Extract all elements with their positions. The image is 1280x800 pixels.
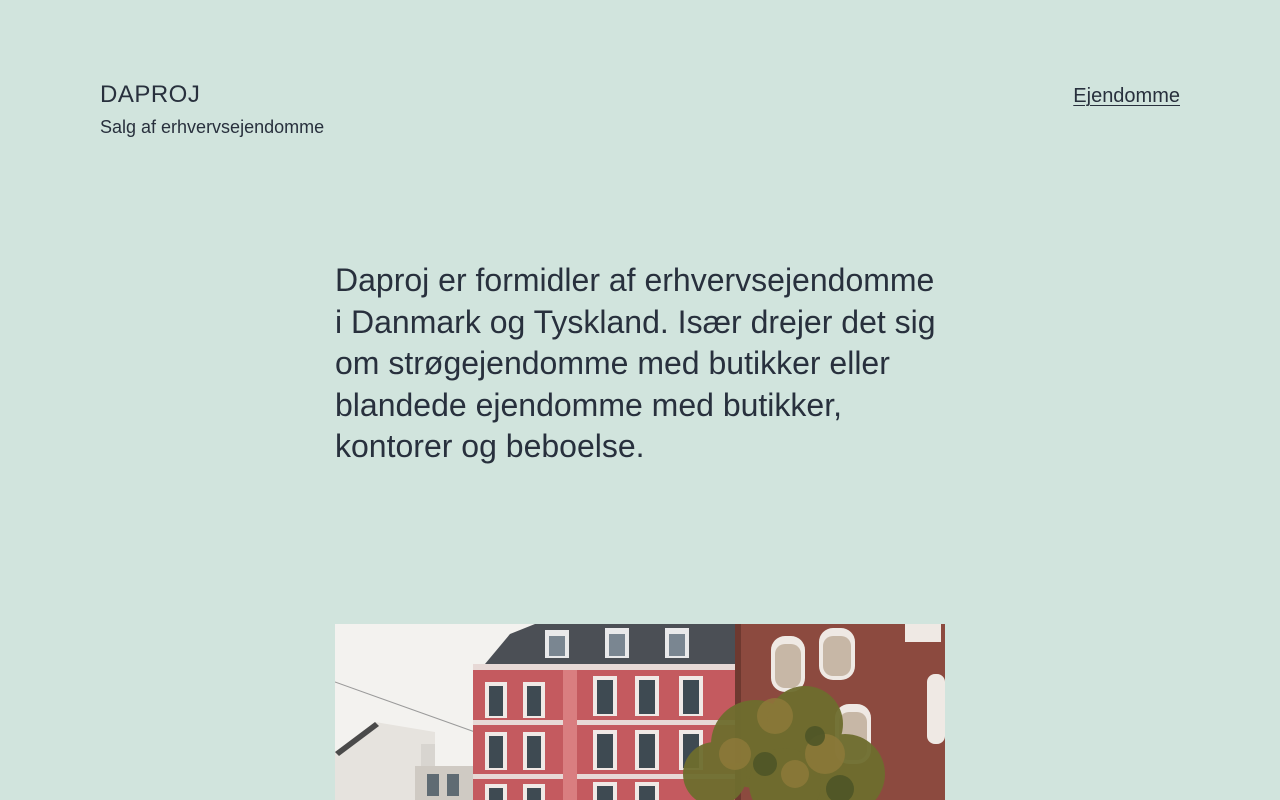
building-photo: [335, 624, 945, 800]
site-title[interactable]: DAPROJ: [100, 81, 201, 108]
primary-nav: [1073, 83, 1180, 109]
nav-link-ejendomme[interactable]: Ejendomme: [1073, 85, 1180, 107]
site-description: Salg af erhvervsejendomme: [100, 117, 325, 137]
intro-paragraph: Daproj er formidler af erhvervsejendomme i Danmark og Tyskland. Især drejer det sig om strøgejendomme med butikker eller blandede ejendomme med butikker, kontorer og beboelse.: [335, 262, 936, 464]
building-photo-illustration: [335, 624, 945, 800]
